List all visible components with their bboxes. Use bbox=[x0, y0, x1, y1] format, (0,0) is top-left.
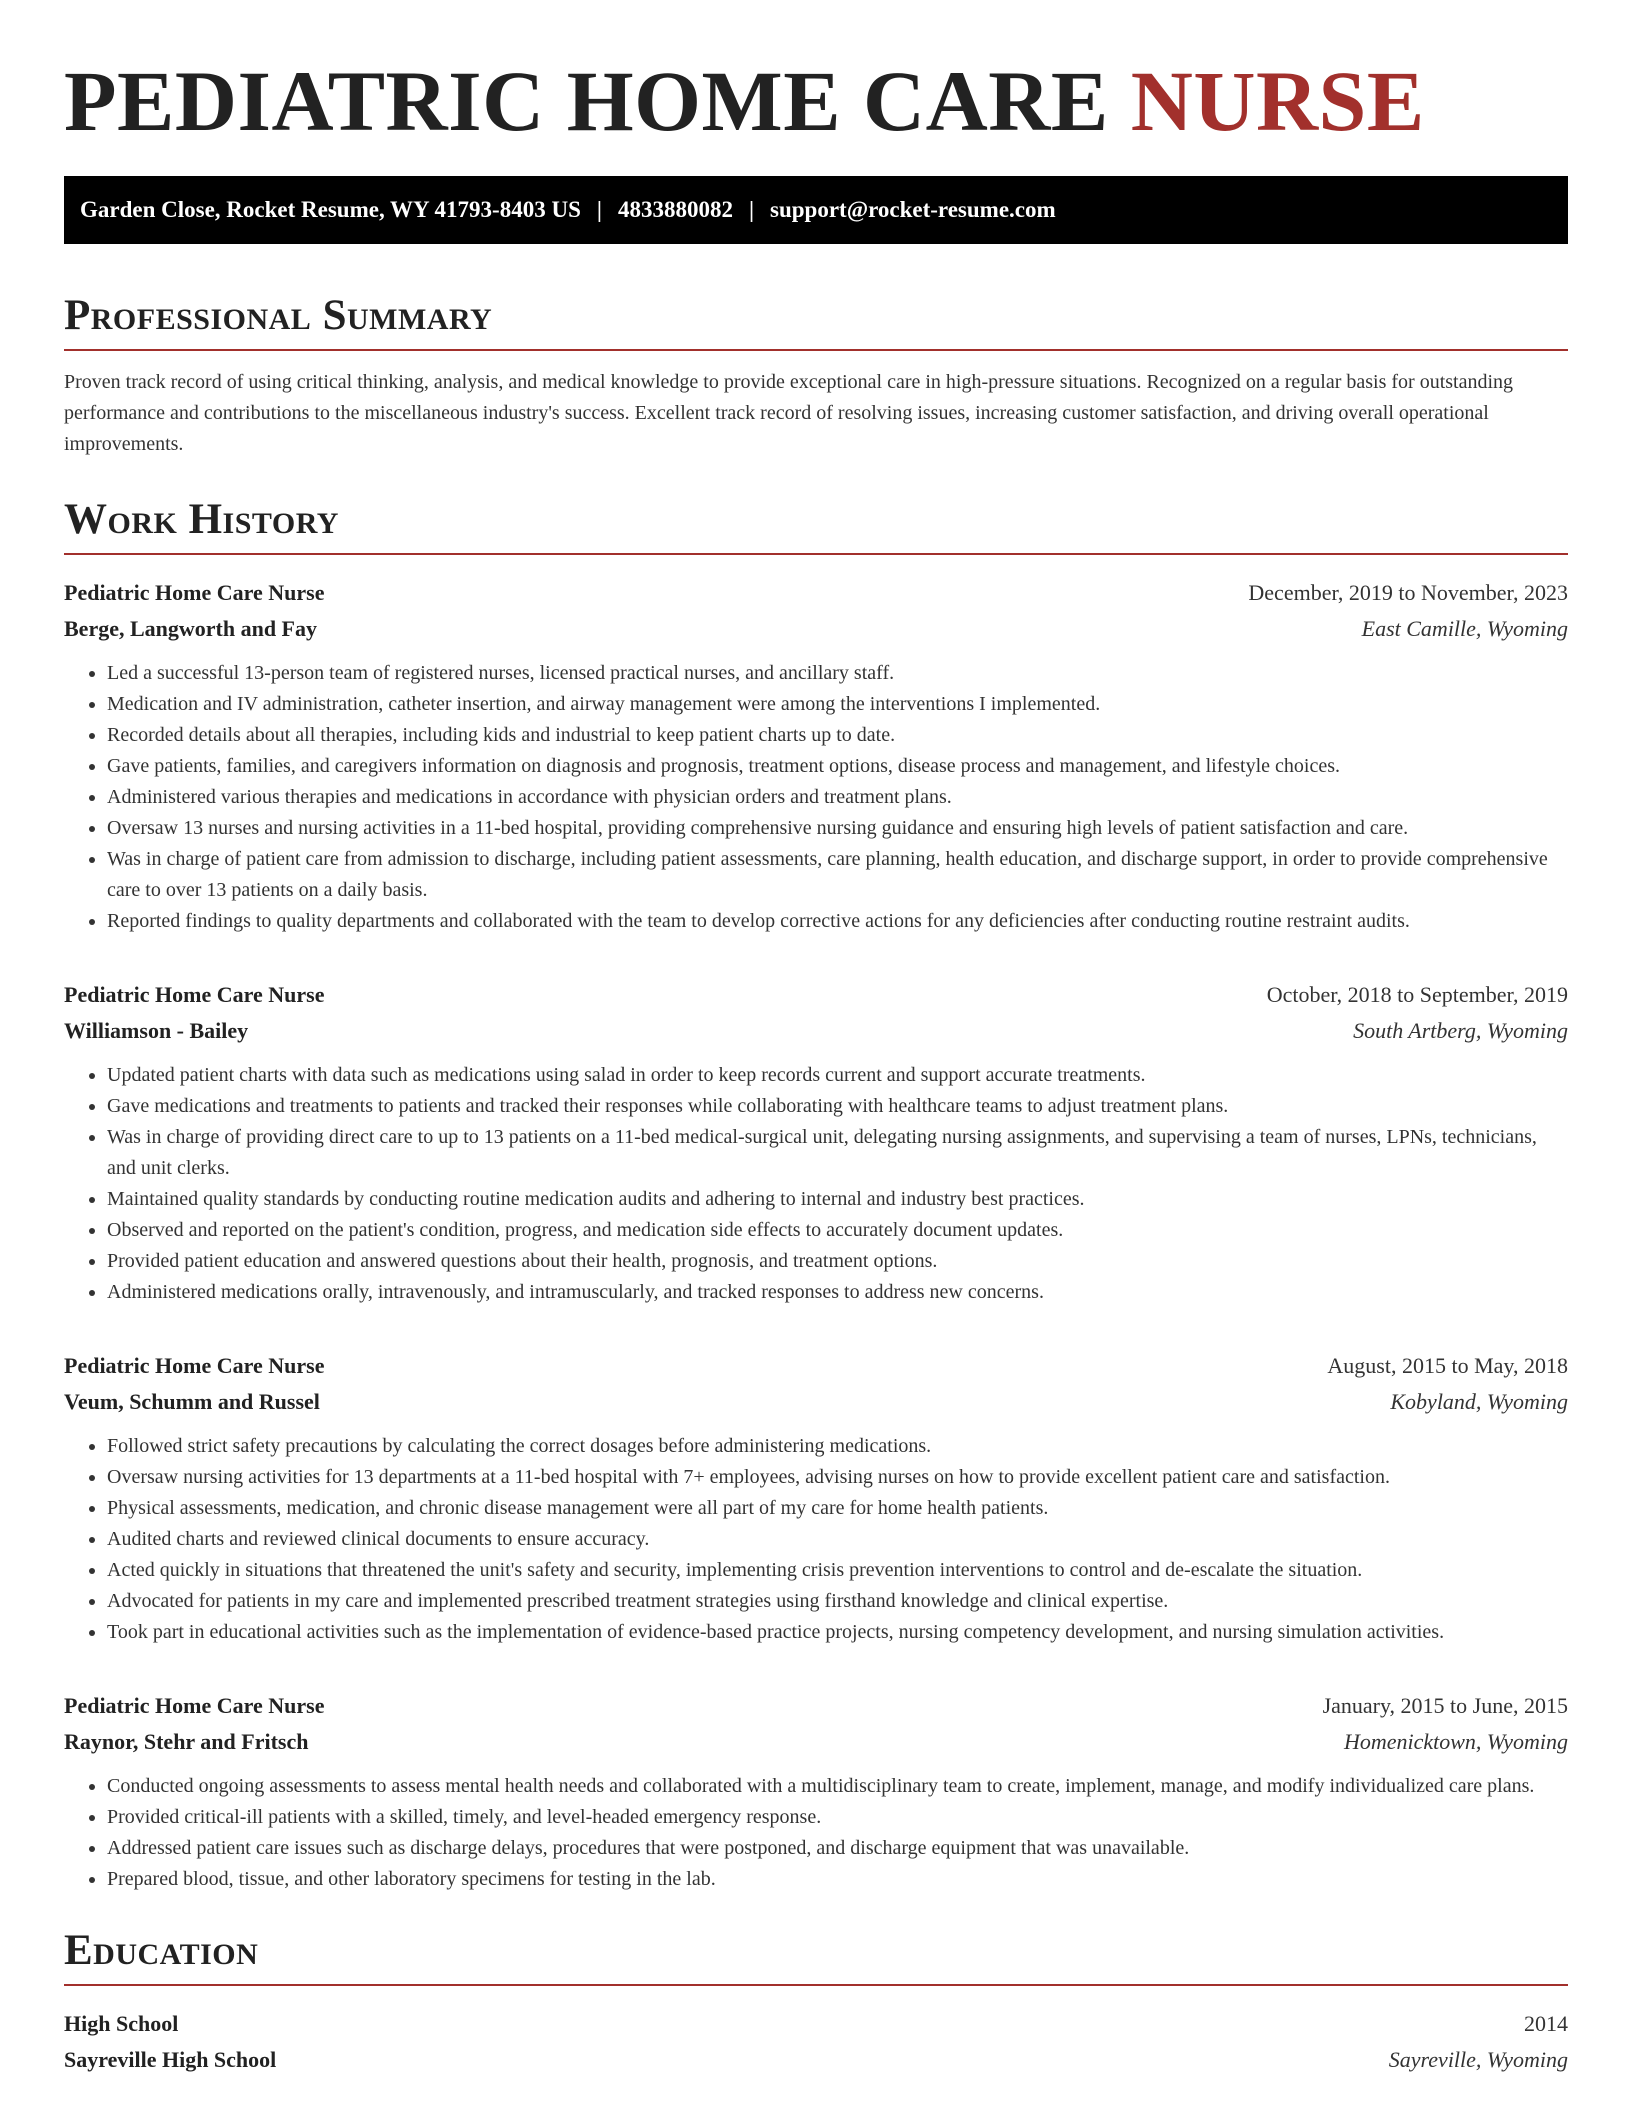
job-bullet-item: • Maintained quality standards by conducting routine medication audits and adhering to internal and industry best practices. bbox=[107, 1184, 1568, 1215]
job-bullet-item: • Administered various therapies and medications in accordance with physician orders and treatment plans. bbox=[107, 782, 1568, 813]
education-header-row bbox=[64, 2006, 1568, 2042]
company-name: Berge, Langworth and Fay bbox=[64, 616, 317, 641]
job-bullet-item: • Recorded details about all therapies, including kids and industrial to keep patient charts up to date. bbox=[107, 720, 1568, 751]
job-company-row bbox=[64, 611, 1568, 647]
job-dates: January, 2015 to June, 2015 bbox=[1322, 1693, 1568, 1718]
resume-title bbox=[64, 53, 1568, 149]
contact-separator: | bbox=[748, 197, 755, 222]
job-entry bbox=[64, 575, 1568, 937]
job-bullet-item: • Oversaw nursing activities for 13 departments at a 11-bed hospital with 7+ employees, advising nurses on how to provide excellent patient care and satisfaction. bbox=[107, 1462, 1568, 1493]
education-entry bbox=[64, 2006, 1568, 2078]
work-history-list bbox=[64, 575, 1568, 1895]
job-company-row bbox=[64, 1724, 1568, 1760]
job-bullet-item: • Acted quickly in situations that threatened the unit's safety and security, implementing crisis prevention interventions to control and de-escalate the situation. bbox=[107, 1555, 1568, 1586]
company-name: Veum, Schumm and Russel bbox=[64, 1389, 320, 1414]
contact-separator: | bbox=[596, 197, 602, 222]
job-bullet-item: • Addressed patient care issues such as discharge delays, procedures that were postponed, and discharge equipment that was unavailable. bbox=[107, 1833, 1568, 1864]
job-title: Pediatric Home Care Nurse bbox=[64, 580, 325, 605]
job-bullets bbox=[64, 1771, 1568, 1895]
job-entry bbox=[64, 1688, 1568, 1895]
school-name: Sayreville High School bbox=[64, 2047, 277, 2072]
title-accent: NURSE bbox=[1130, 53, 1425, 149]
job-bullet-item: • Prepared blood, tissue, and other laboratory specimens for testing in the lab. bbox=[107, 1864, 1568, 1895]
job-bullet-item: • Followed strict safety precautions by calculating the correct dosages before administering medications. bbox=[107, 1431, 1568, 1462]
job-bullet-item: • Took part in educational activities such as the implementation of evidence-based practice projects, nursing competency development, and nursing simulation activities. bbox=[107, 1617, 1568, 1648]
job-dates: October, 2018 to September, 2019 bbox=[1266, 982, 1568, 1007]
job-location: Homenicktown, Wyoming bbox=[1343, 1729, 1568, 1754]
job-header-row bbox=[64, 977, 1568, 1013]
section-heading-summary: Professional Summary bbox=[64, 294, 1568, 351]
education-list bbox=[64, 2006, 1568, 2078]
summary-text: Proven track record of using critical thinking, analysis, and medical knowledge to provide exceptional care in high-pressure situations. Recognized on a regular basis for outstanding performance and contributions to the miscellaneous industry's success. Excellent track record of resolving issues, increasing customer satisfaction, and driving overall operational improvements. bbox=[64, 371, 1514, 455]
job-bullet-item: • Medication and IV administration, catheter insertion, and airway management were among the interventions I implemented. bbox=[107, 689, 1568, 720]
contact-address: Garden Close, Rocket Resume, WY 41793-8403 US bbox=[80, 197, 581, 222]
job-bullet-item: • Was in charge of patient care from admission to discharge, including patient assessments, care planning, health education, and discharge support, in order to provide comprehensive care to over 13 patients on a daily basis. bbox=[107, 844, 1568, 906]
job-bullets bbox=[64, 1060, 1568, 1308]
job-bullet-item: • Gave patients, families, and caregivers information on diagnosis and prognosis, treatment options, disease process and management, and lifestyle choices. bbox=[107, 751, 1568, 782]
contact-phone: 4833880082 bbox=[617, 197, 733, 222]
school-location: Sayreville, Wyoming bbox=[1388, 2047, 1568, 2072]
job-bullet-item: • Updated patient charts with data such as medications using salad in order to keep records current and support accurate treatments. bbox=[107, 1060, 1568, 1091]
job-title: Pediatric Home Care Nurse bbox=[64, 1353, 325, 1378]
education-year: 2014 bbox=[1524, 2011, 1568, 2036]
section-heading-education: Education bbox=[64, 1929, 1568, 1986]
job-location: Kobyland, Wyoming bbox=[1390, 1389, 1568, 1414]
job-bullets bbox=[64, 658, 1568, 937]
job-bullet-item: • Audited charts and reviewed clinical documents to ensure accuracy. bbox=[107, 1524, 1568, 1555]
job-dates: December, 2019 to November, 2023 bbox=[1248, 580, 1568, 605]
job-bullet-item: • Observed and reported on the patient's condition, progress, and medication side effects to accurately document updates. bbox=[107, 1215, 1568, 1246]
job-company-row bbox=[64, 1013, 1568, 1049]
contact-email: support@rocket-resume.com bbox=[770, 197, 1056, 222]
job-bullet-item: • Led a successful 13-person team of registered nurses, licensed practical nurses, and ancillary staff. bbox=[107, 658, 1568, 689]
job-bullet-item: • Oversaw 13 nurses and nursing activities in a 11-bed hospital, providing comprehensive nursing guidance and ensuring high levels of patient satisfaction and care. bbox=[107, 813, 1568, 844]
job-bullet-item: • Advocated for patients in my care and implemented prescribed treatment strategies using firsthand knowledge and clinical expertise. bbox=[107, 1586, 1568, 1617]
section-heading-work-history: Work History bbox=[64, 498, 1568, 555]
job-location: East Camille, Wyoming bbox=[1361, 616, 1568, 641]
job-company-row bbox=[64, 1384, 1568, 1420]
job-bullets bbox=[64, 1431, 1568, 1648]
education-school-row bbox=[64, 2042, 1568, 2078]
job-header-row bbox=[64, 1348, 1568, 1384]
job-bullet-item: • Provided patient education and answered questions about their health, prognosis, and treatment options. bbox=[107, 1246, 1568, 1277]
job-title: Pediatric Home Care Nurse bbox=[64, 1693, 325, 1718]
contact-bar bbox=[64, 176, 1568, 244]
job-bullet-item: • Administered medications orally, intravenously, and intramuscularly, and tracked responses to address new concerns. bbox=[107, 1277, 1568, 1308]
job-bullet-item: • Reported findings to quality departments and collaborated with the team to develop corrective actions for any deficiencies after conducting routine restraint audits. bbox=[107, 906, 1568, 937]
job-location: South Artberg, Wyoming bbox=[1353, 1018, 1568, 1043]
job-header-row bbox=[64, 575, 1568, 611]
job-header-row bbox=[64, 1688, 1568, 1724]
job-bullet-item: • Conducted ongoing assessments to assess mental health needs and collaborated with a multidisciplinary team to create, implement, manage, and modify individualized care plans. bbox=[107, 1771, 1568, 1802]
job-bullet-item: • Provided critical-ill patients with a skilled, timely, and level-headed emergency response. bbox=[107, 1802, 1568, 1833]
education-degree: High School bbox=[64, 2011, 179, 2036]
title-main: PEDIATRIC HOME CARE bbox=[64, 53, 1131, 149]
job-entry bbox=[64, 977, 1568, 1308]
company-name: Raynor, Stehr and Fritsch bbox=[64, 1729, 309, 1754]
job-entry bbox=[64, 1348, 1568, 1648]
company-name: Williamson - Bailey bbox=[64, 1018, 249, 1043]
job-bullet-item: • Was in charge of providing direct care to up to 13 patients on a 11-bed medical-surgical unit, delegating nursing assignments, and supervising a team of nurses, LPNs, technicians, and unit clerks. bbox=[107, 1122, 1568, 1184]
job-bullet-item: • Gave medications and treatments to patients and tracked their responses while collaborating with healthcare teams to adjust treatment plans. bbox=[107, 1091, 1568, 1122]
job-dates: August, 2015 to May, 2018 bbox=[1327, 1353, 1568, 1378]
job-bullet-item: • Physical assessments, medication, and chronic disease management were all part of my care for home health patients. bbox=[107, 1493, 1568, 1524]
job-title: Pediatric Home Care Nurse bbox=[64, 982, 325, 1007]
